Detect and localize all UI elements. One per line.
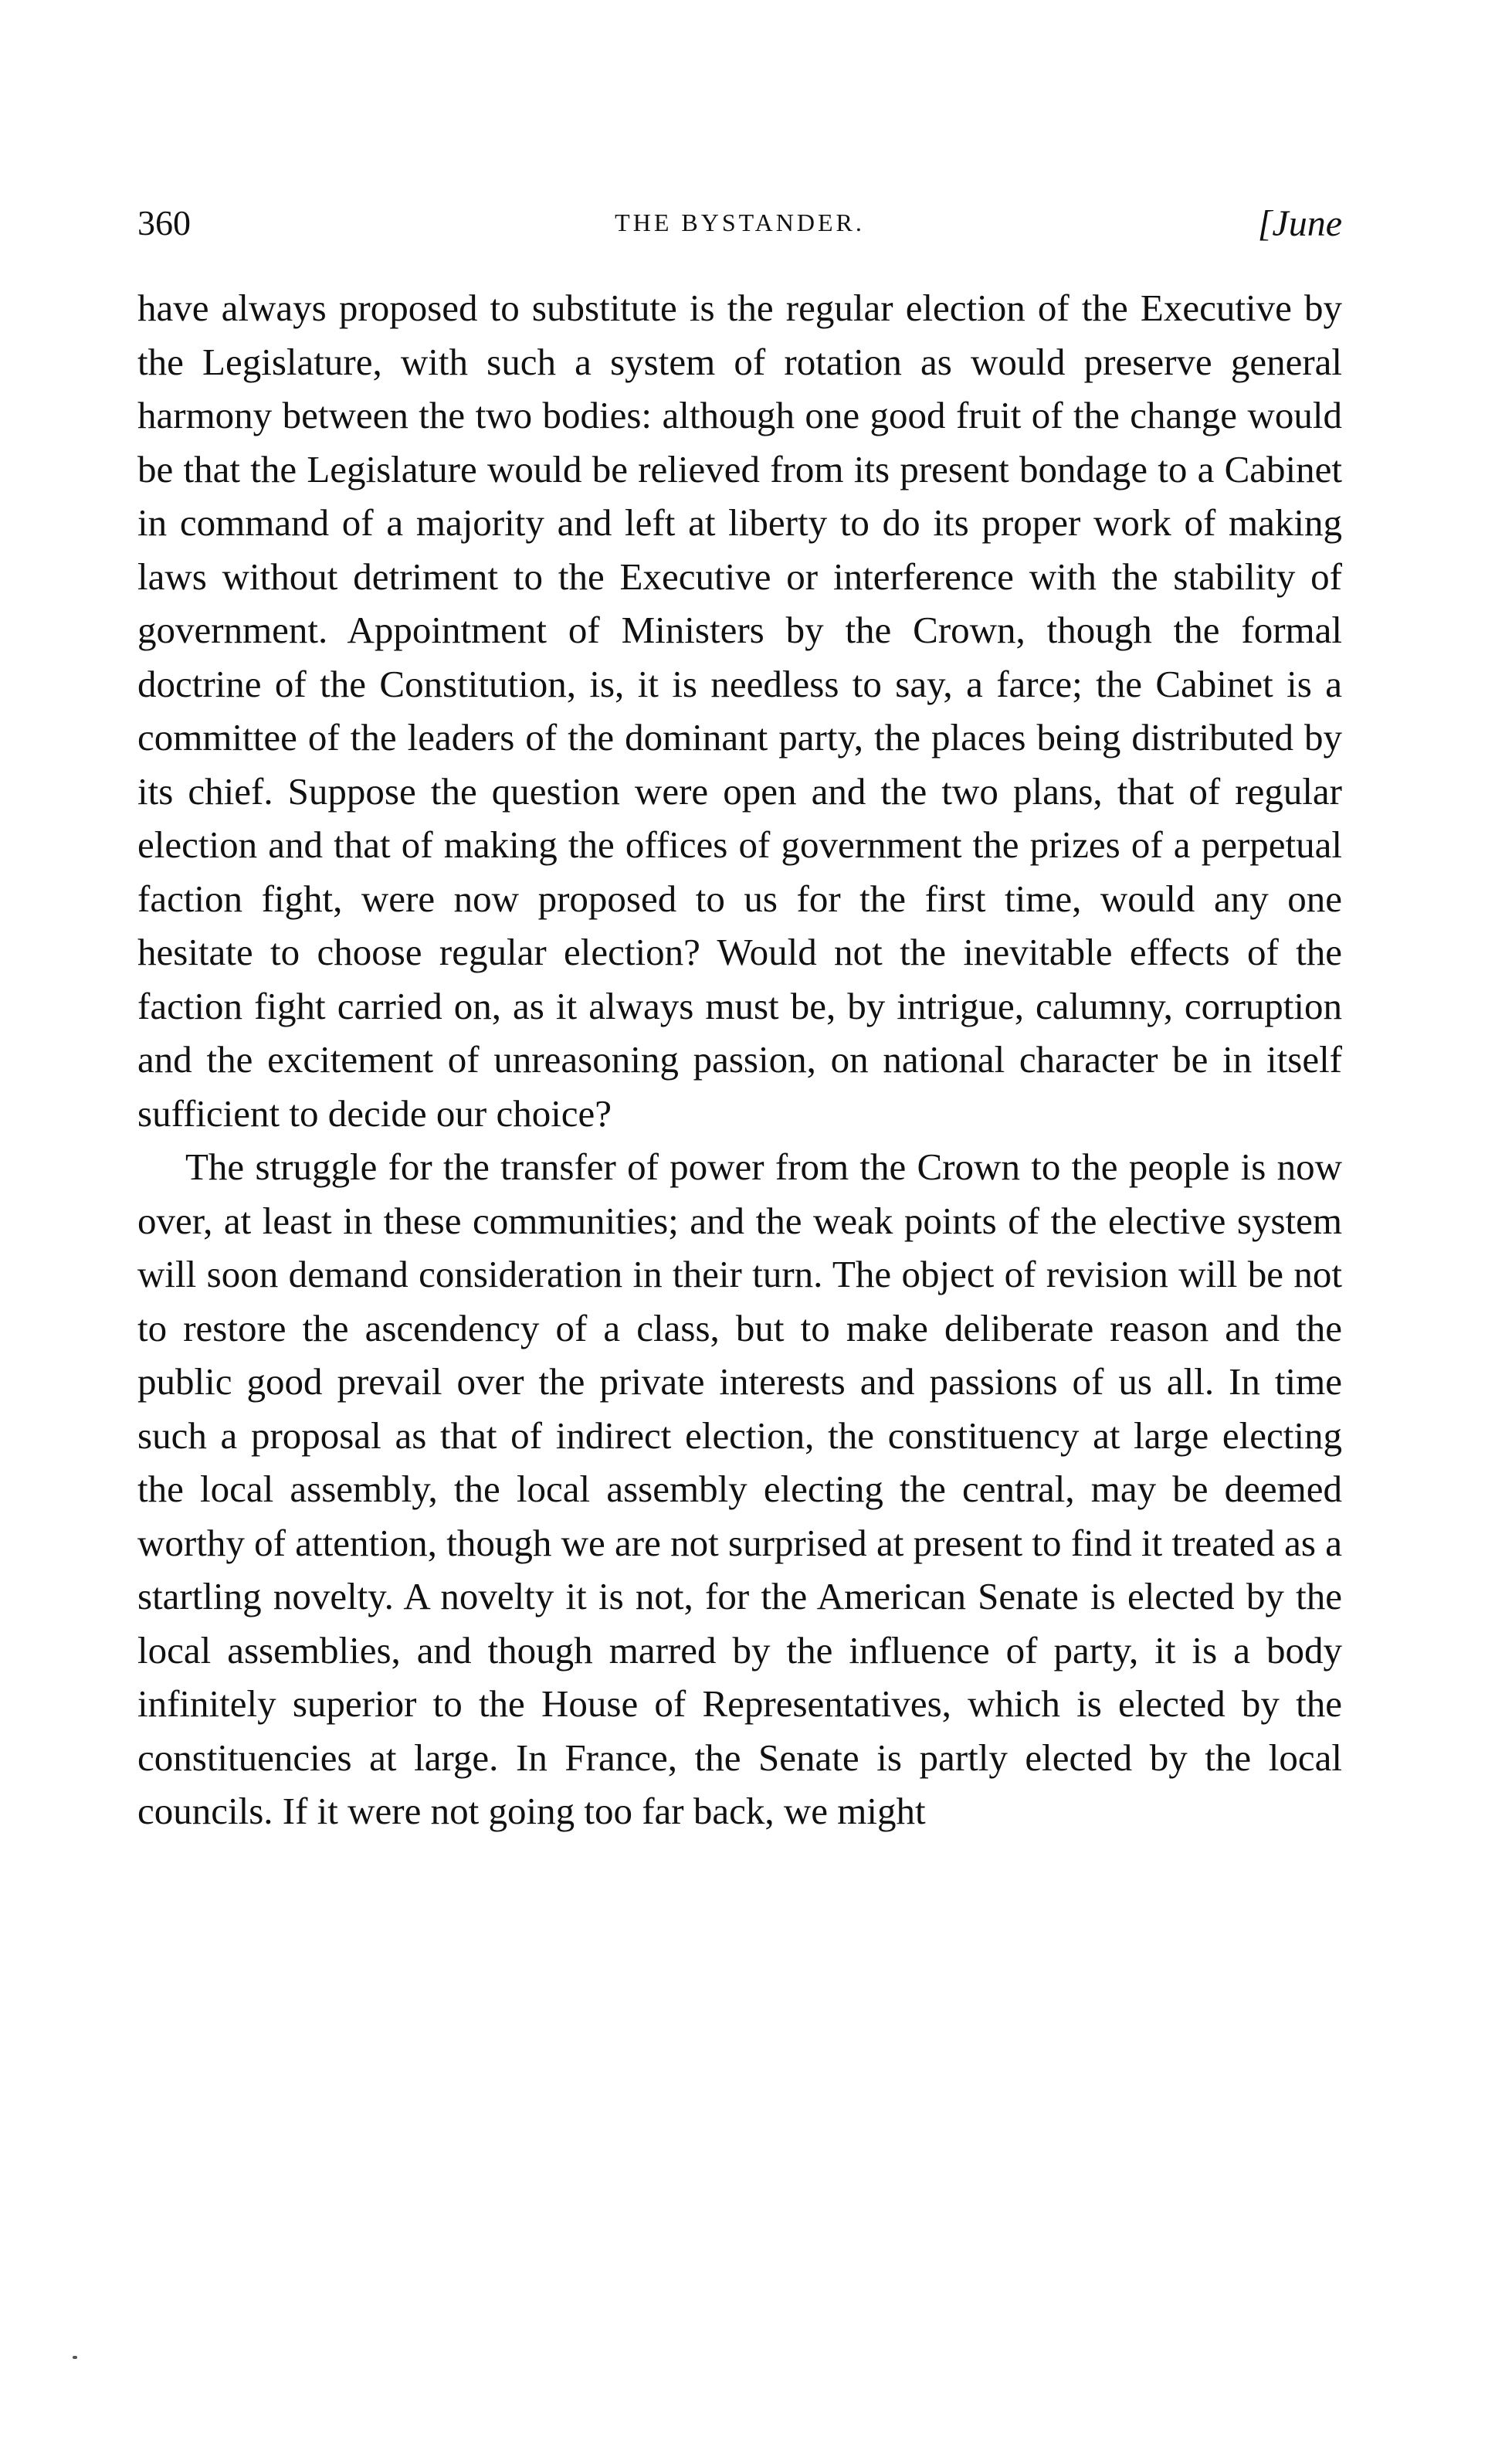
page-number: 360 [137,203,191,243]
paragraph-continued: have always proposed to substitute is the regular election of the Executive by the Legislature, with such a system of rotation as would preserve general harmony between the two bodies: although one good fruit of the change would be that the Legislature would be relieved from its present bondage to a Cabinet in command of a majority and left at liberty to do its proper work of making laws without detriment to the Executive or interference with the stability of government. Appointment of Ministers by the Crown, though the formal doctrine of the Constitution, is, it is needless to say, a farce; the Cabinet is a committee of the leaders of the dominant party, the places being distributed by its chief. Suppose the question were open and the two plans, that of regular election and that of making the offices of government the prizes of a perpetual faction fight, were now proposed to us for the first time, would any one hesitate to choose regular election? Would not the inevitable effects of the faction fight carried on, as it always must be, by intrigue, calumny, corruption and the excitement of unreasoning passion, on national character be in itself sufficient to decide our choice? [137,287,1342,1135]
paragraph-new: The struggle for the transfer of power from the Crown to the people is now over, at least in these communities; and the weak points of the elective system will soon demand consideration in their turn. The object of revision will be not to restore the ascendency of a class, but to make deliberate reason and the public good prevail over the private interests and passions of us all. In time such a proposal as that of indirect election, the constituency at large electing the local assembly, the local assembly electing the central, may be deemed worthy of attention, though we are not surprised at present to find it treated as a startling novelty. A novelty it is not, for the American Senate is elected by the local assemblies, and though marred by the influence of party, it is a body infinitely superior to the House of Representatives, which is elected by the constituencies at large. In France, the Senate is partly elected by the local councils. If it were not going too far back, we might [137,1145,1342,1832]
running-title: THE BYSTANDER. [615,209,865,236]
page-body [137,281,1342,1838]
stray-ink-mark [73,2356,77,2359]
running-header [137,202,1342,256]
running-month: [June [1257,203,1342,244]
